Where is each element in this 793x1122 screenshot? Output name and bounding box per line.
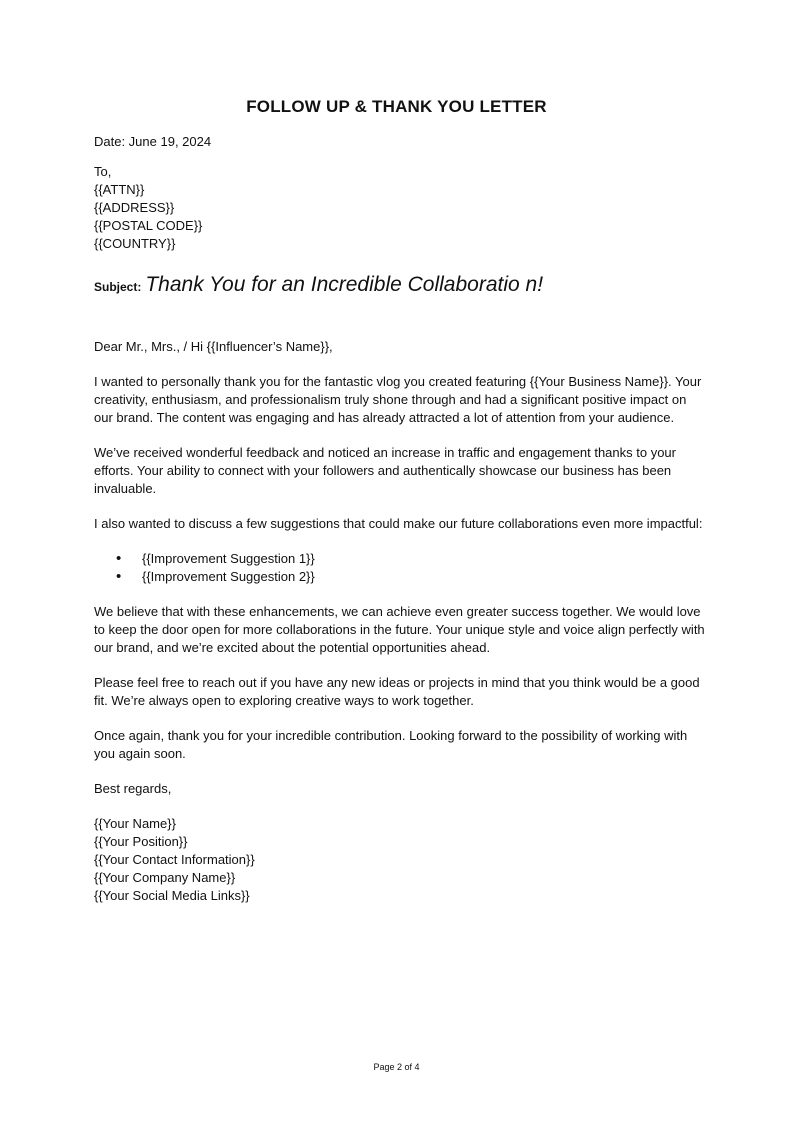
recipient-postal-code: {{POSTAL CODE}} — [94, 218, 203, 233]
recipient-country: {{COUNTRY}} — [94, 236, 176, 251]
signature-social: {{Your Social Media Links}} — [94, 888, 250, 903]
subject-text: Thank You for an Incredible Collaboratio n! — [145, 273, 544, 296]
list-item: • {{Improvement Suggestion 2}} — [94, 568, 706, 586]
letter-date: Date: June 19, 2024 — [94, 134, 212, 149]
signoff: Best regards, — [94, 781, 172, 796]
signature-company: {{Your Company Name}} — [94, 870, 236, 885]
recipient-address: {{ADDRESS}} — [94, 200, 175, 215]
signature-block — [94, 815, 706, 905]
list-item: • {{Improvement Suggestion 1}} — [94, 550, 706, 568]
salutation: Dear Mr., Mrs., / Hi {{Influencer’s Name}}, — [94, 339, 333, 354]
paragraph-thanks: I wanted to personally thank you for the fantastic vlog you created featuring {{Your Business Name}}. Your creativity, enthusiasm, and professionalism truly shone through and had a significant positive impact on our brand. The content was engaging and has already attracted a lot of attention from your audience. — [94, 374, 702, 425]
paragraph-closing-thanks: Once again, thank you for your incredible contribution. Looking forward to the possibility of working with you again soon. — [94, 728, 688, 761]
recipient-to: To, — [94, 164, 112, 179]
signature-name: {{Your Name}} — [94, 816, 176, 831]
paragraph-enhancements: We believe that with these enhancements, we can achieve even greater success together. We would love to keep the door open for more collaborations in the future. Your unique style and voice align perfectly with our brand, and we’re excited about the potential opportunities ahead. — [94, 604, 705, 655]
signature-position: {{Your Position}} — [94, 834, 188, 849]
paragraph-feedback: We’ve received wonderful feedback and noticed an increase in traffic and engagement thanks to your efforts. Your ability to connect with your followers and authentically showcase our business has been invaluable. — [94, 445, 676, 496]
page-number-footer: Page 2 of 4 — [373, 1062, 420, 1072]
recipient-block — [94, 163, 706, 253]
paragraph-suggestions-intro: I also wanted to discuss a few suggestions that could make our future collaborations even more impactful: — [94, 516, 703, 531]
subject-label: Subject: — [94, 280, 142, 294]
signature-contact: {{Your Contact Information}} — [94, 852, 255, 867]
paragraph-reach-out: Please feel free to reach out if you have any new ideas or projects in mind that you think would be a good fit. We’re always open to exploring creative ways to work together. — [94, 675, 700, 708]
letter-title: FOLLOW UP & THANK YOU LETTER — [246, 97, 547, 116]
recipient-attn: {{ATTN}} — [94, 182, 145, 197]
subject-line — [94, 271, 706, 299]
suggestion-list — [94, 550, 706, 586]
letter-body — [94, 133, 706, 905]
